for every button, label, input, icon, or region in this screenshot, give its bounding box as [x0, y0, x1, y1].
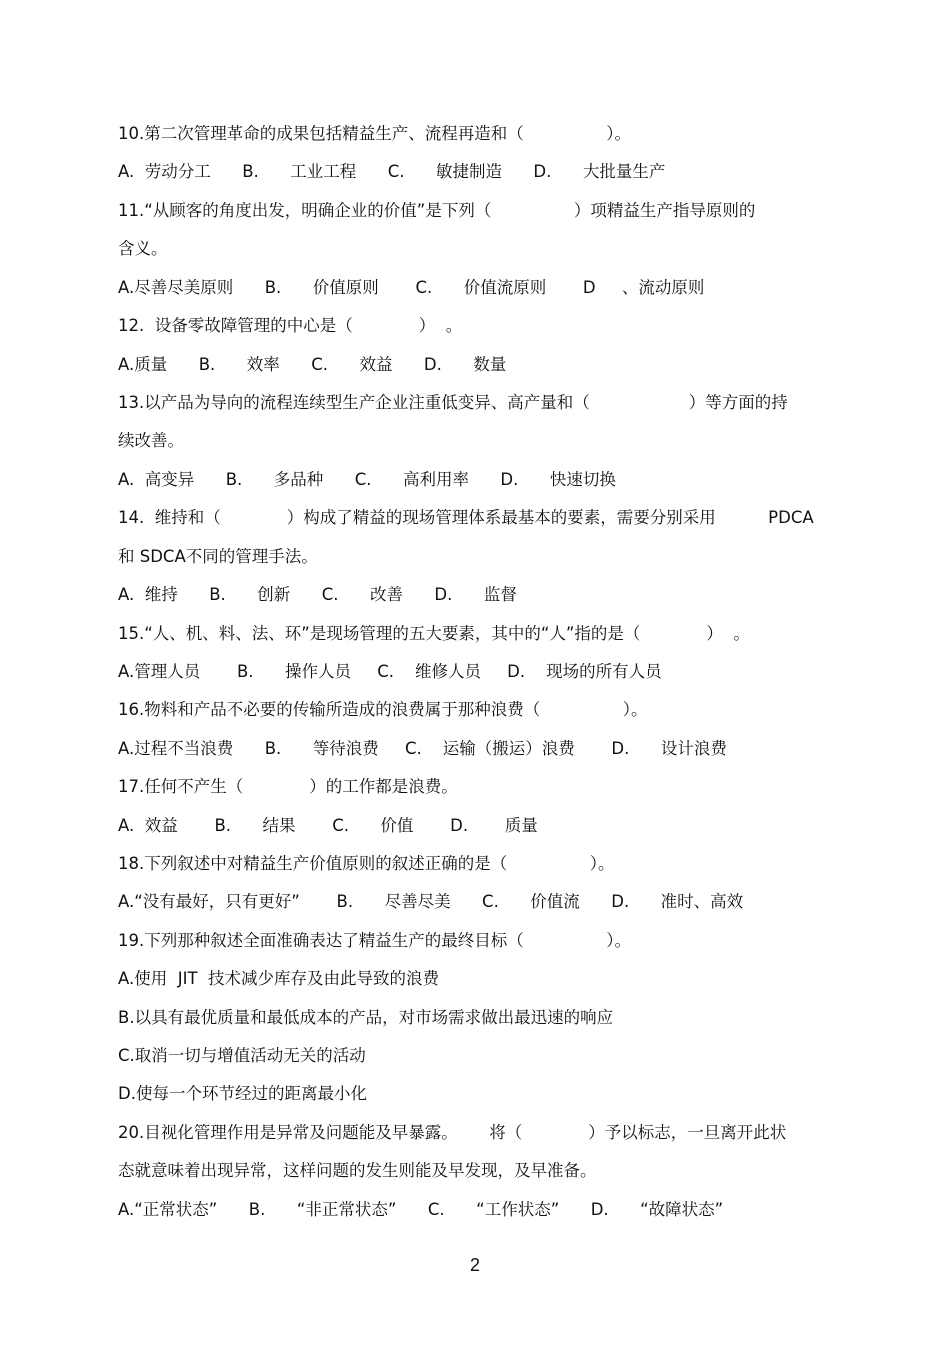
question-18-text: 18.下列叙述中对精益生产价值原则的叙述正确的是（ ）。	[118, 854, 615, 873]
question-12-text: 12. 设备零故障管理的中心是（ ） 。	[118, 316, 463, 335]
question-20-text: 20.目视化管理作用是异常及问题能及早暴露。 将（ ）予以标志，一旦离开此状	[118, 1123, 787, 1142]
question-17-text: 17.任何不产生（ ）的工作都是浪费。	[118, 777, 458, 796]
question-17-options: A. 效益 B. 结果 C. 价值 D. 质量	[118, 816, 538, 835]
question-11-options: A.尽善尽美原则 B. 价值原则 C. 价值流原则 D 、流动原则	[118, 278, 705, 297]
page-number: 2	[469, 1255, 480, 1275]
question-13-text-cont: 续改善。	[118, 431, 184, 450]
question-13-options: A. 高变异 B. 多品种 C. 高利用率 D. 快速切换	[118, 470, 616, 489]
question-15-text: 15.“人、机、料、法、环”是现场管理的五大要素，其中的“人”指的是（ ） 。	[118, 624, 750, 643]
question-19-option-d: D.使每一个环节经过的距离最小化	[118, 1084, 367, 1103]
question-19-option-c: C.取消一切与增值活动无关的活动	[118, 1046, 366, 1065]
question-19-option-a: A.使用 JIT 技术减少库存及由此导致的浪费	[118, 969, 440, 988]
question-19-text: 19.下列那种叙述全面准确表达了精益生产的最终目标（ ）。	[118, 931, 631, 950]
question-10-text: 10.第二次管理革命的成果包括精益生产、流程再造和（ ）。	[118, 124, 631, 143]
question-14-options: A. 维持 B. 创新 C. 改善 D. 监督	[118, 585, 517, 604]
question-14-text: 14. 维持和（ ）构成了精益的现场管理体系最基本的要素，需要分别采用 PDCA	[118, 508, 814, 527]
question-10-options: A. 劳动分工 B. 工业工程 C. 敏捷制造 D. 大批量生产	[118, 162, 666, 181]
question-13-text: 13.以产品为导向的流程连续型生产企业注重低变异、高产量和（ ）等方面的持	[118, 393, 788, 412]
question-11-text: 11.“从顾客的角度出发，明确企业的价值”是下列（ ）项精益生产指导原则的	[118, 201, 756, 220]
question-20-options: A.“正常状态” B. “非正常状态” C. “工作状态” D. “故障状态”	[118, 1200, 724, 1219]
question-20-text-cont: 态就意味着出现异常，这样问题的发生则能及早发现，及早准备。	[118, 1161, 597, 1180]
question-18-options: A.“没有最好，只有更好” B. 尽善尽美 C. 价值流 D. 准时、高效	[118, 892, 744, 911]
question-14-text-cont: 和 SDCA不同的管理手法。	[118, 547, 318, 566]
question-15-options: A.管理人员 B. 操作人员 C. 维修人员 D. 现场的所有人员	[118, 662, 662, 681]
question-19-option-b: B.以具有最优质量和最低成本的产品，对市场需求做出最迅速的响应	[118, 1008, 614, 1027]
question-16-options: A.过程不当浪费 B. 等待浪费 C. 运输（搬运）浪费 D. 设计浪费	[118, 739, 727, 758]
question-12-options: A.质量 B. 效率 C. 效益 D. 数量	[118, 355, 507, 374]
question-16-text: 16.物料和产品不必要的传输所造成的浪费属于那种浪费（ ）。	[118, 700, 648, 719]
question-11-text-cont: 含义。	[118, 239, 168, 258]
